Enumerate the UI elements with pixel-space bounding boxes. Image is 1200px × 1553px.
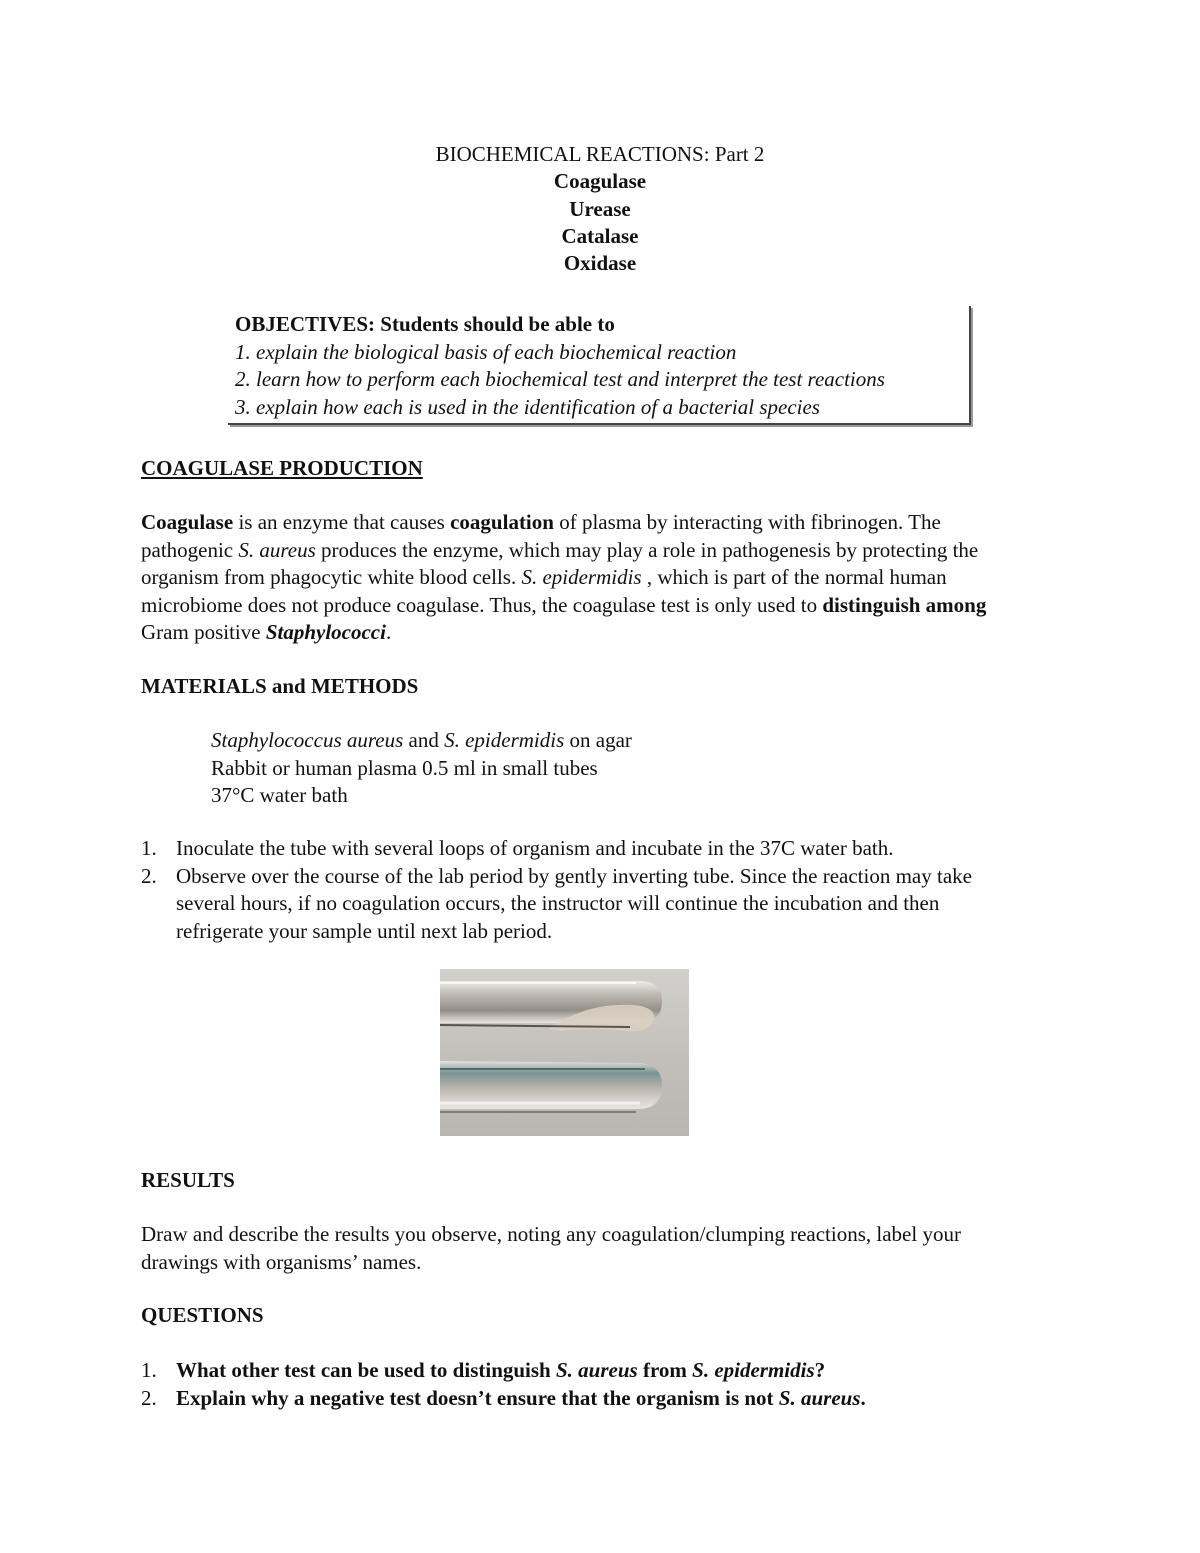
objectives-heading: OBJECTIVES: Students should be able to: [235, 312, 615, 336]
objective-item: 2. learn how to perform each biochemical test and interpret the test reactions: [235, 367, 885, 391]
test-name-catalase: Catalase: [561, 223, 639, 248]
material-item: 37°C water bath: [211, 783, 348, 807]
test-name-urease: Urease: [569, 196, 631, 221]
coagulase-tubes-photo: [440, 969, 689, 1136]
title-block: [0, 141, 1200, 277]
method-step: 1. Inoculate the tube with several loops of organism and incubate in the 37C water bath.: [141, 836, 894, 860]
results-section: [141, 1167, 1061, 1195]
question-item: 1. What other test can be used to distinguish S. aureus from S. epidermidis?: [141, 1358, 826, 1382]
material-item: Rabbit or human plasma 0.5 ml in small tubes: [211, 755, 598, 780]
coagulase-paragraph: Coagulase is an enzyme that causes coagulation of plasma by interacting with fibrinogen. The pathogenic S. aureus produces the enzyme, which may play a role in pathogenesis by protecting the organism from phagocytic white blood cells. S. epidermidis , which is part of the normal human microbiome does not produce coagulase. Thus, the coagulase test is only used to distinguish among Gram positive Staphylococci.: [141, 510, 987, 644]
questions-heading: QUESTIONS: [141, 1303, 264, 1327]
non-coagulated-tube: [440, 1061, 662, 1112]
questions-list: [141, 1357, 1001, 1412]
results-text: Draw and describe the results you observe, noting any coagulation/clumping reactions, label your drawings with organisms’ names.: [141, 1222, 961, 1274]
test-name-coagulase: Coagulase: [553, 169, 647, 194]
materials-list: [141, 727, 1011, 810]
question-item: 2. Explain why a negative test doesn’t ensure that the organism is not S. aureus.: [141, 1385, 866, 1410]
coagulase-heading: COAGULASE PRODUCTION: [141, 456, 423, 480]
page-title: BIOCHEMICAL REACTIONS: Part 2: [435, 142, 765, 166]
method-step: 2. Observe over the course of the lab period by gently inverting tube. Since the reaction may take several hours, if no coagulation occurs, the instructor will continue the incubation and then refrigerate your sample until next lab period.: [141, 863, 972, 943]
coagulase-heading-section: [141, 455, 1061, 483]
test-tubes-illustration: [440, 969, 689, 1136]
materials-section: [141, 673, 1061, 701]
questions-section: [141, 1302, 1061, 1330]
objective-item: 1. explain the biological basis of each biochemical reaction: [235, 339, 737, 364]
materials-heading: MATERIALS and METHODS: [141, 674, 419, 698]
test-name-oxidase: Oxidase: [563, 251, 637, 276]
objectives-box: [228, 306, 971, 425]
material-item: Staphylococcus aureus and S. epidermidis on agar: [211, 728, 632, 752]
objective-item: 3. explain how each is used in the identification of a bacterial species: [235, 394, 820, 419]
results-heading: RESULTS: [141, 1168, 235, 1192]
method-steps: [141, 835, 1001, 945]
